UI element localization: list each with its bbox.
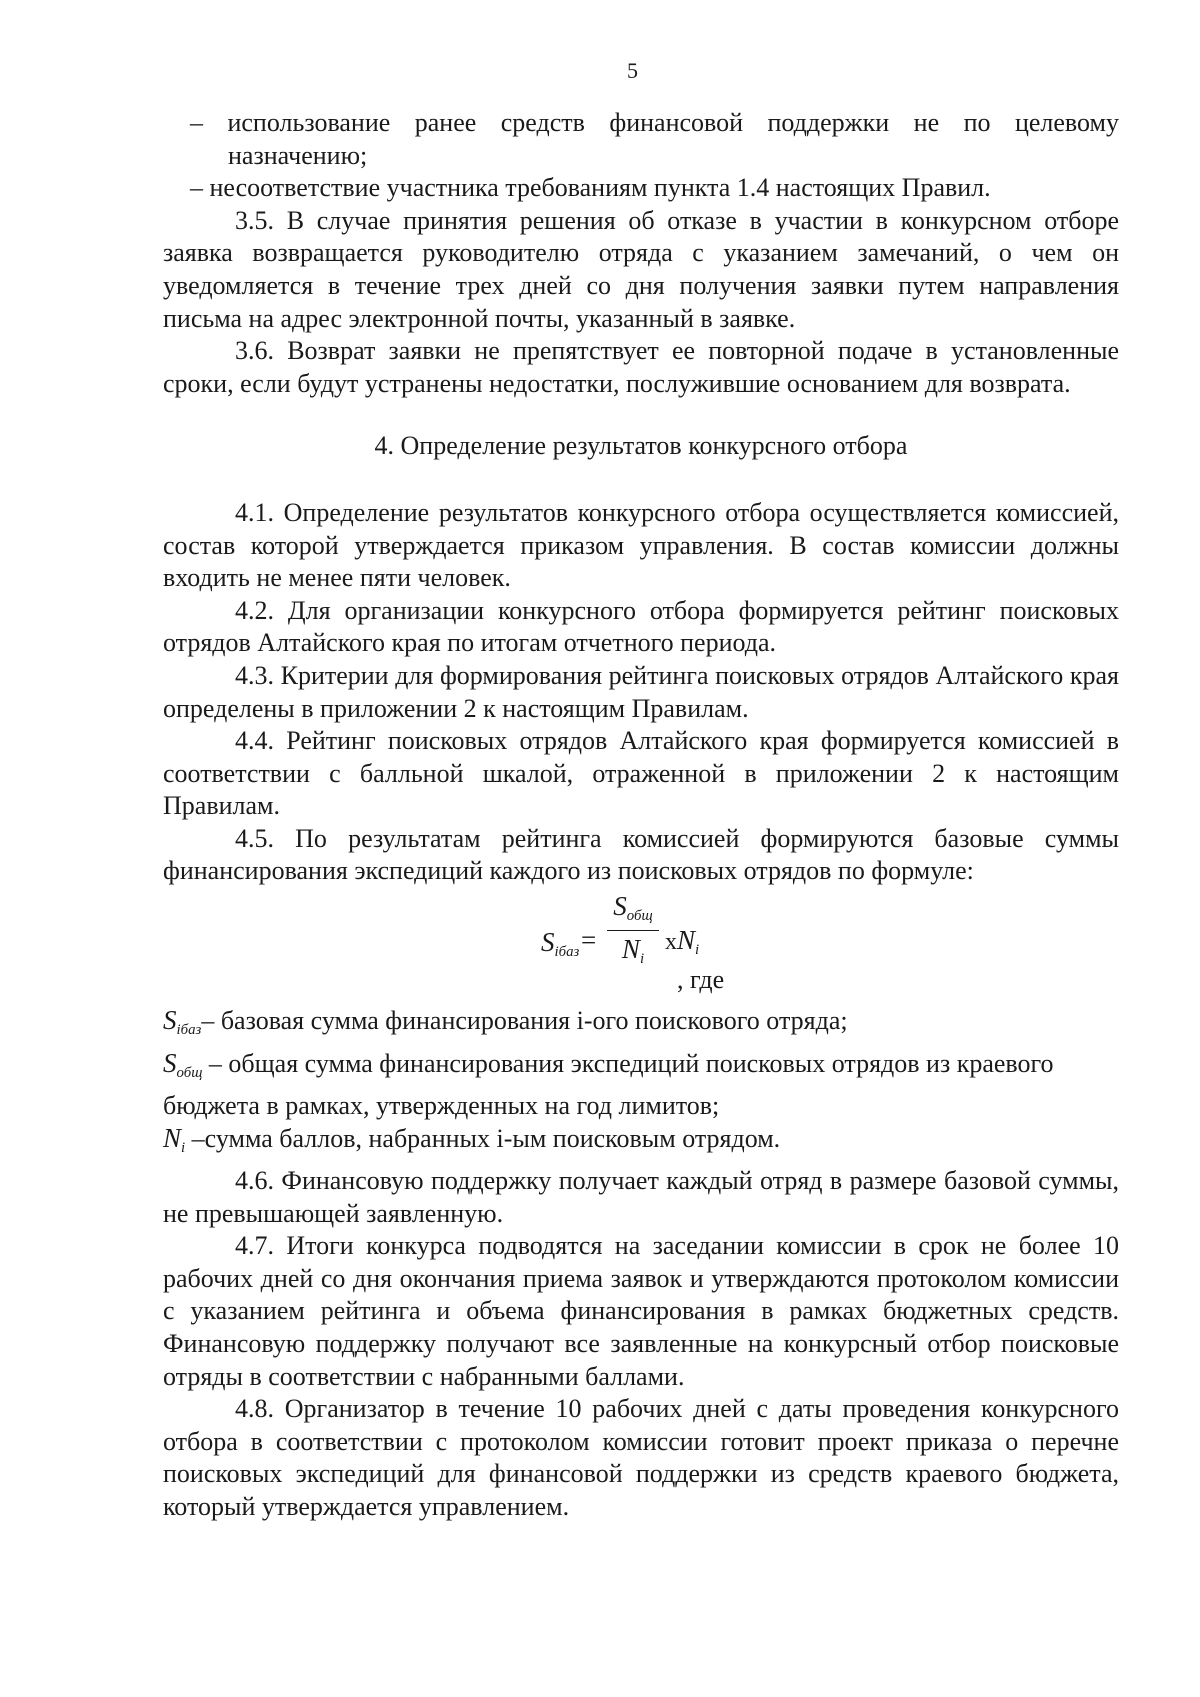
definition-s-i-baz: $S_{iбаз}-$ базовая сумма финансирования i-ого поискового отряда; bbox=[163, 1005, 848, 1039]
section-heading-4: 4. Определение результатов конкурсного отбора bbox=[374, 431, 908, 461]
page-number: 5 bbox=[627, 58, 638, 83]
list-item-misuse: – использование ранее средств финансовой поддержки не по целевому назначению; bbox=[190, 108, 1119, 170]
definition-n-i: $N_i$ –сумма баллов, набранных i-ым поисковым отрядом. bbox=[163, 1123, 781, 1157]
formula-multiplier: $xN_i$ bbox=[665, 925, 700, 959]
list-item-noncompliance: – несоответствие участника требованиям пункта 1.4 настоящих Правил. bbox=[190, 173, 991, 203]
formula-lhs: $S_{iбаз}$ bbox=[541, 927, 580, 961]
definition-s-obsh: $S_{общ}$ – общая сумма финансирования экспедиций поисковых отрядов из краевого бюджета в рамках, утвержденных на год лимитов; bbox=[163, 1047, 1054, 1120]
paragraph-4-1: 4.1. Определение результатов конкурсного отбора осуществляется комиссией, состав которой утверждается приказом управления. В состав комиссии должны входить не менее пяти человек. bbox=[163, 497, 1119, 593]
paragraph-4-3: 4.3. Критерии для формирования рейтинга поисковых отрядов Алтайского края определены в приложении 2 к настоящим Правилам. bbox=[163, 660, 1119, 723]
formula-equals: = bbox=[581, 925, 597, 956]
paragraph-4-6: 4.6. Финансовую поддержку получает каждый отряд в размере базовой суммы, не превышающей заявленную. bbox=[163, 1166, 1119, 1228]
formula-where: , где bbox=[677, 965, 725, 995]
formula-fraction-bar bbox=[607, 930, 659, 931]
formula-denominator: $N_i$ bbox=[621, 934, 645, 968]
paragraph-4-2: 4.2. Для организации конкурсного отбора формируется рейтинг поисковых отрядов Алтайского края по итогам отчетного периода. bbox=[163, 595, 1119, 658]
paragraph-3-5: 3.5. В случае принятия решения об отказе в участии в конкурсном отборе заявка возвращается руководителю отряда с указанием замечаний, о чем он уведомляется в течение трех дней со дня получения заявки путем направления письма на адрес электронной почты, указанный в заявке. bbox=[163, 205, 1119, 333]
paragraph-4-5: 4.5. По результатам рейтинга комиссией формируются базовые суммы финансирования экспедиций каждого из поисковых отрядов по формуле: bbox=[163, 823, 1119, 886]
document-body bbox=[163, 107, 1119, 1524]
paragraph-4-8: 4.8. Организатор в течение 10 рабочих дней с даты проведения конкурсного отбора в соответствии с протоколом комиссии готовит проект приказа о перечне поисковых экспедиций для финансовой поддержки из средств краевого бюджета, который утверждается управлением. bbox=[163, 1394, 1119, 1521]
paragraph-3-6: 3.6. Возврат заявки не препятствует ее повторной подаче в установленные сроки, если будут устранены недостатки, послужившие основанием для возврата. bbox=[163, 336, 1119, 398]
paragraph-4-7: 4.7. Итоги конкурса подводятся на заседании комиссии в срок не более 10 рабочих дней со дня окончания приема заявок и утверждаются протоколом комиссии с указанием рейтинга и объема финансирования в рамках бюджетных средств. Финансовую поддержку получают все заявленные на конкурсный отбор поисковые отряды в соответствии с набранными баллами. bbox=[163, 1231, 1119, 1391]
formula-block bbox=[163, 888, 1119, 1004]
paragraph-4-4: 4.4. Рейтинг поисковых отрядов Алтайского края формируется комиссией в соответствии с балльной шкалой, отраженной в приложении 2 к настоящим Правилам. bbox=[163, 726, 1119, 821]
formula-fraction bbox=[603, 890, 663, 976]
formula-numerator: $S_{общ}$ bbox=[613, 891, 653, 925]
